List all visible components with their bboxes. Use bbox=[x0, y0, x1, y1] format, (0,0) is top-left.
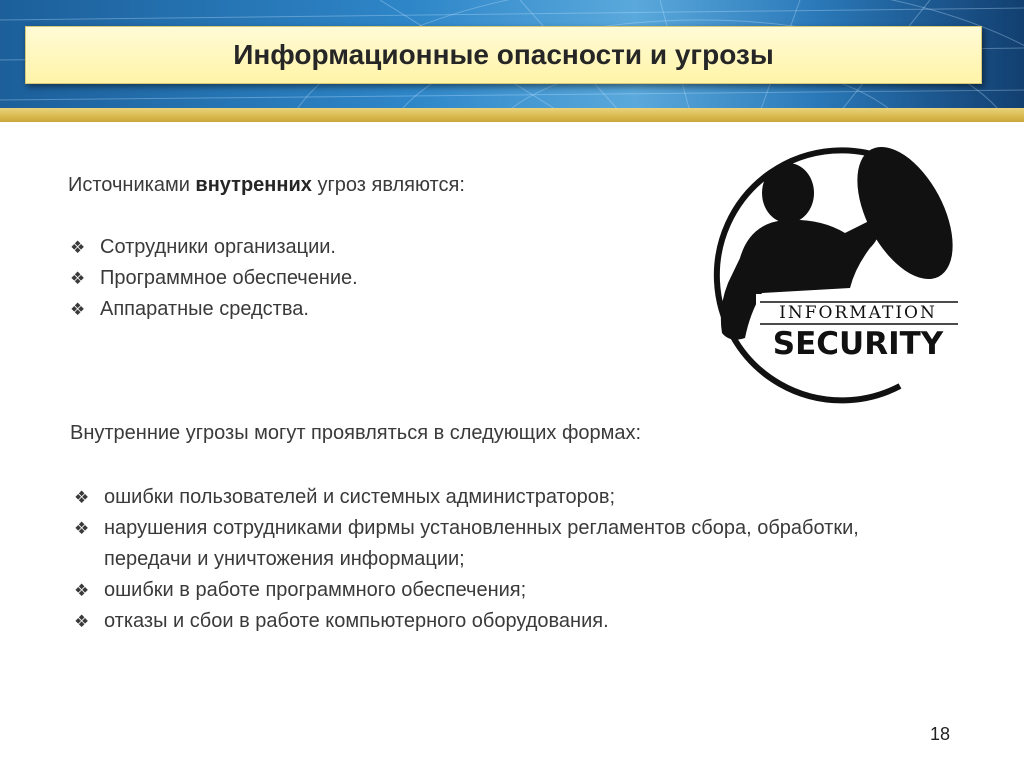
page-number: 18 bbox=[930, 724, 951, 744]
sources-intro bbox=[68, 174, 465, 197]
list-item-text: Программное обеспечение. bbox=[100, 267, 358, 289]
diamond-bullet-icon: ❖ bbox=[70, 238, 86, 257]
gold-stripe bbox=[0, 108, 1024, 122]
title-box bbox=[25, 26, 982, 84]
forms-list bbox=[74, 482, 884, 637]
intro-prefix: Источниками bbox=[68, 174, 196, 196]
sources-list bbox=[70, 232, 358, 325]
list-item-text: ошибки пользователей и системных администраторов; bbox=[104, 486, 616, 508]
list-item bbox=[70, 263, 358, 294]
figure-head bbox=[762, 163, 814, 223]
list-item bbox=[70, 294, 358, 325]
diamond-bullet-icon: ❖ bbox=[70, 300, 86, 319]
diamond-bullet-icon: ❖ bbox=[70, 269, 86, 288]
list-item bbox=[74, 575, 884, 606]
intro-suffix: угроз являются: bbox=[311, 174, 465, 196]
list-item bbox=[74, 606, 884, 637]
list-item bbox=[70, 232, 358, 263]
diamond-bullet-icon: ❖ bbox=[74, 612, 90, 631]
intro-bold: внутренних bbox=[195, 174, 312, 196]
list-item-text: отказы и сбои в работе компьютерного оборудования. bbox=[104, 610, 609, 632]
diamond-bullet-icon: ❖ bbox=[74, 488, 90, 507]
forms-intro: Внутренние угрозы могут проявляться в следующих формах: bbox=[70, 422, 642, 444]
diamond-bullet-icon: ❖ bbox=[74, 581, 90, 600]
list-item-text: нарушения сотрудниками фирмы установленных регламентов сбора, обработки, передачи и уничтожения информации; bbox=[104, 517, 859, 570]
list-item bbox=[74, 482, 884, 513]
diamond-bullet-icon: ❖ bbox=[74, 519, 90, 538]
list-item-text: ошибки в работе программного обеспечения; bbox=[104, 579, 527, 601]
list-item bbox=[74, 513, 884, 575]
logo-line2: SECURITY bbox=[772, 326, 944, 362]
slide-title: Информационные опасности и угрозы bbox=[233, 39, 774, 70]
logo-line1: INFORMATION bbox=[779, 303, 937, 323]
information-security-logo bbox=[670, 138, 970, 408]
list-item-text: Сотрудники организации. bbox=[100, 236, 336, 258]
list-item-text: Аппаратные средства. bbox=[100, 298, 309, 320]
shield-icon bbox=[838, 138, 970, 294]
